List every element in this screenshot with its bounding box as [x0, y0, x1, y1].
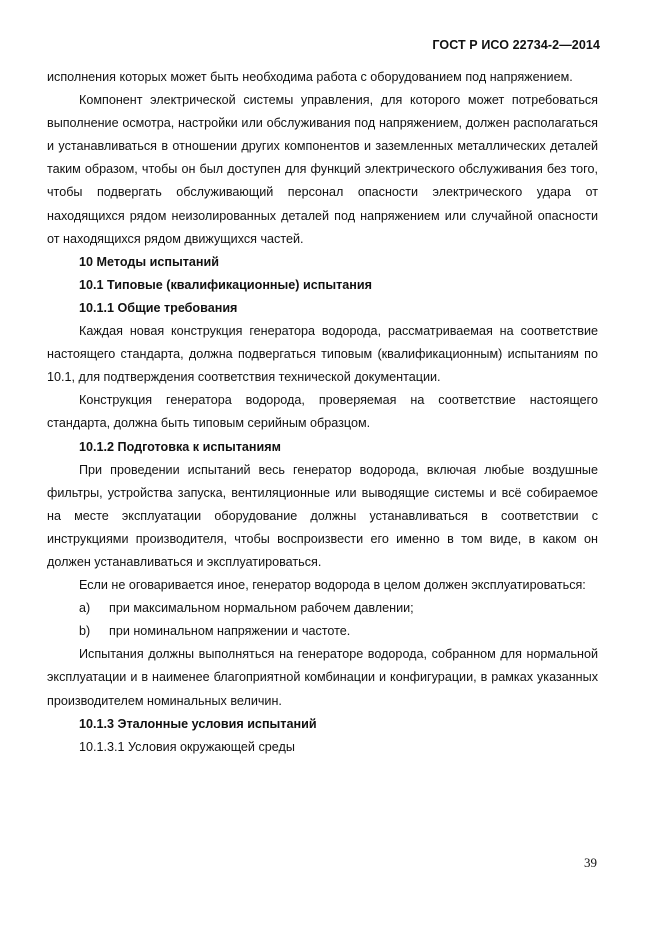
list-item — [47, 597, 598, 620]
document-body — [47, 66, 598, 759]
paragraph: При проведении испытаний весь генератор водорода, включая любые воздушные фильтры, устройства запуска, вентиляционные или выводящие системы и всё собираемое на месте эксплуатации оборудование должны устанавливаться в соответствии с инструкциями производителя, чтобы воспроизвести его именно в том виде, в каком он должен устанавливаться и эксплуатироваться. — [47, 462, 598, 569]
subsection-heading: 10.1 Типовые (квалификационные) испытания — [79, 277, 372, 292]
list-item-text: при максимальном нормальном рабочем давлении; — [109, 601, 414, 616]
paragraph: Компонент электрической системы управления, для которого может потребоваться выполнение осмотра, настройки или обслуживания под напряжением, должен располагаться и устанавливаться в отношении других компонентов и заземленных металлических деталей таким образом, чтобы он был доступен для функций электрического обслуживания без того, чтобы подвергать обслуживающий персонал опасности электрического удара от находящихся рядом неизолированных деталей под напряжением или случайной опасности от находящихся рядом движущихся частей. — [47, 93, 598, 246]
document-header: ГОСТ Р ИСО 22734-2—2014 — [432, 38, 600, 52]
paragraph: Если не оговаривается иное, генератор водорода в целом должен эксплуатироваться: — [79, 578, 586, 593]
page-number: 39 — [584, 855, 597, 870]
section-heading: 10 Методы испытаний — [79, 254, 219, 269]
paragraph: Испытания должны выполняться на генераторе водорода, собранном для нормальной эксплуатации и в наименее благоприятной комбинации и конфигурации, в рамках указанных производителем номинальных величин. — [47, 647, 598, 708]
clause-heading: 10.1.3.1 Условия окружающей среды — [79, 739, 295, 754]
list-marker: a) — [79, 601, 91, 616]
list-item — [47, 620, 598, 643]
subsection-heading: 10.1.3 Эталонные условия испытаний — [79, 716, 317, 731]
subsection-heading: 10.1.2 Подготовка к испытаниям — [79, 439, 281, 454]
subsection-heading: 10.1.1 Общие требования — [79, 300, 238, 315]
paragraph: Конструкция генератора водорода, проверяемая на соответствие настоящего стандарта, должна быть типовым серийным образцом. — [47, 393, 598, 431]
paragraph: исполнения которых может быть необходима работа с оборудованием под напряжением. — [47, 70, 573, 84]
list-marker: b) — [79, 624, 91, 639]
list-item-text: при номинальном напряжении и частоте. — [109, 624, 351, 639]
paragraph: Каждая новая конструкция генератора водорода, рассматриваемая на соответствие настоящего стандарта, должна подвергаться типовым (квалификационным) испытаниям по 10.1, для подтверждения соответствия технической документации. — [47, 324, 598, 385]
